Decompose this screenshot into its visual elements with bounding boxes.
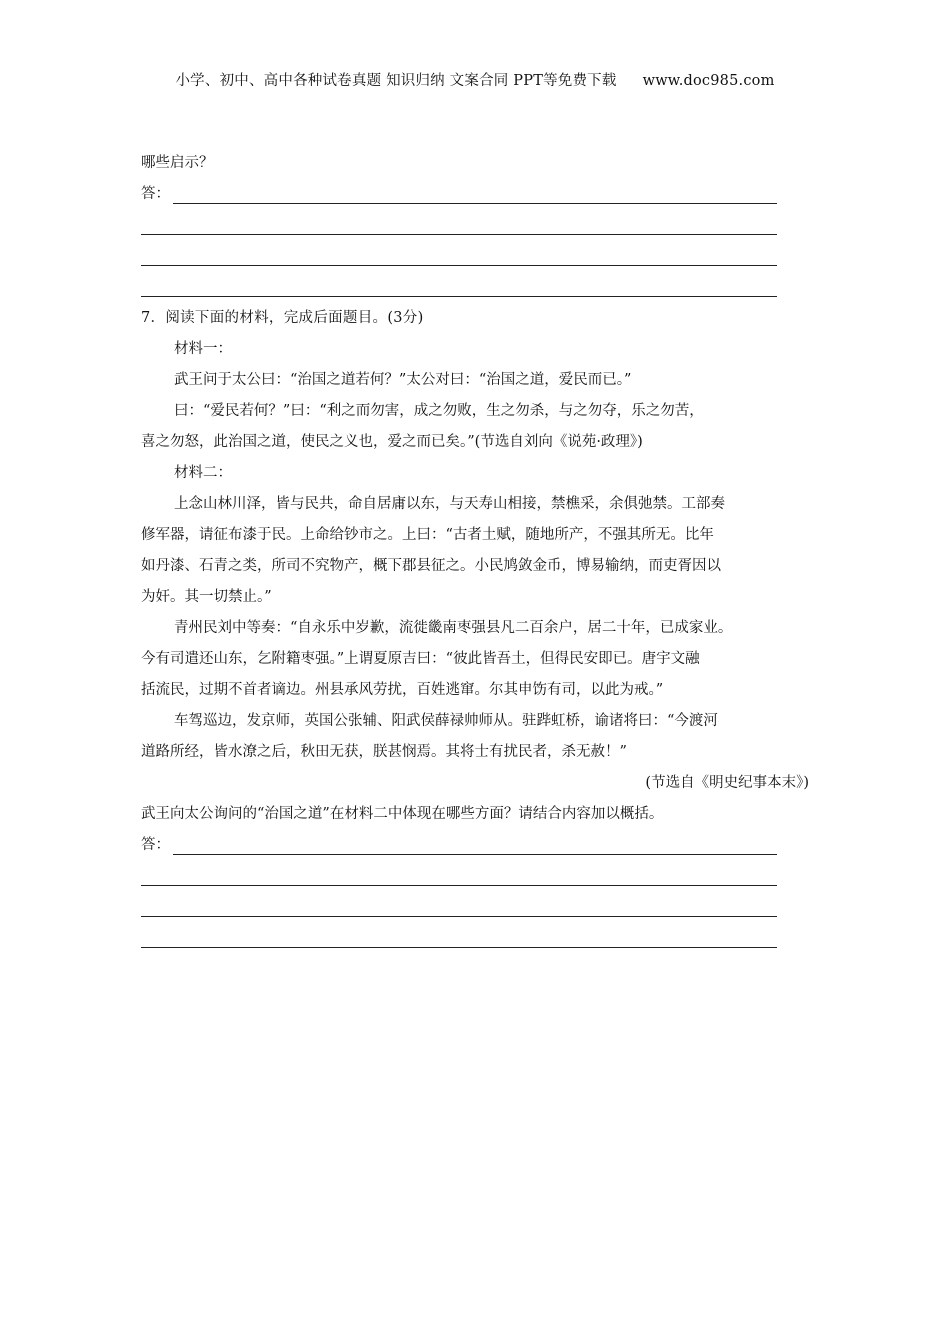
prev-answer-line-2 <box>141 210 809 241</box>
material-1-line: 武王问于太公曰：“治国之道若何？”太公对曰：“治国之道，爱民而已。” <box>174 372 632 388</box>
answer-rule <box>141 234 777 235</box>
document-body <box>141 148 809 954</box>
q7-answer-line-3 <box>141 892 809 923</box>
material-2-line: 车驾巡边，发京师，英国公张辅、阳武侯薛禄帅师从。驻跸虹桥，谕诸将曰：“今渡河 <box>174 713 718 729</box>
prev-question-tail: 哪些启示？ <box>141 155 214 171</box>
answer-rule <box>141 947 777 948</box>
material-2-line: 如丹漆、石青之类，所司不究物产，概下郡县征之。小民鸠敛金币，博易输纳，而吏胥因以 <box>141 558 721 574</box>
question-7-title: 7．阅读下面的材料，完成后面题目。(3分) <box>141 310 424 326</box>
header-text: 小学、初中、高中各种试卷真题 知识归纳 文案合同 PPT等免费下载 <box>175 73 617 89</box>
prev-answer-line-3 <box>141 241 809 272</box>
answer-rule <box>141 885 777 886</box>
q7-answer-line-4 <box>141 923 809 954</box>
material-2-line: 为奸。其一切禁止。” <box>141 589 272 605</box>
answer-label: 答： <box>141 837 170 853</box>
answer-rule <box>173 854 777 855</box>
answer-label: 答： <box>141 186 170 202</box>
material-2-line: 修军器，请征布漆于民。上命给钞市之。上曰：“古者土赋，随地所产，不强其所无。比年 <box>141 527 714 543</box>
answer-rule <box>141 916 777 917</box>
material-1-heading: 材料一： <box>174 341 232 357</box>
material-2-line: 括流民，过期不首者谪边。州县承风劳扰，百姓逃窜。尔其申饬有司，以此为戒。” <box>141 682 664 698</box>
q7-answer-line-1 <box>141 830 809 861</box>
answer-rule <box>141 296 777 297</box>
material-2-line: 道路所经，皆水潦之后，秋田无获，朕甚悯焉。其将士有扰民者，杀无赦！” <box>141 744 627 760</box>
question-7-prompt: 武王向太公询问的“治国之道”在材料二中体现在哪些方面？请结合内容加以概括。 <box>141 806 664 822</box>
material-2-source: (节选自《明史纪事本末》) <box>645 775 809 791</box>
material-2-line: 上念山林川泽，皆与民共，命自居庸以东，与天寿山相接，禁樵采，余俱弛禁。工部奏 <box>174 496 725 512</box>
material-2-heading: 材料二： <box>174 465 232 481</box>
answer-rule <box>141 265 777 266</box>
material-2-line: 今有司遣还山东，乞附籍枣强。”上谓夏原吉曰：“彼此皆吾土，但得民安即已。唐宇文融 <box>141 651 700 667</box>
prev-answer-line-4 <box>141 272 809 303</box>
material-1-line: 曰：“爱民若何？”曰：“利之而勿害，成之勿败，生之勿杀，与之勿夺，乐之勿苦， <box>174 403 704 419</box>
material-2-line: 青州民刘中等奏：“自永乐中岁歉，流徙畿南枣强县凡二百余户，居二十年，已成家业。 <box>174 620 733 636</box>
header-site: www.doc985.com <box>642 73 775 89</box>
prev-answer-line-1 <box>141 179 809 210</box>
page-header <box>0 69 950 90</box>
answer-rule <box>173 203 777 204</box>
material-1-line: 喜之勿怒，此治国之道，使民之义也，爱之而已矣。”(节选自刘向《说苑·政理》) <box>141 434 643 450</box>
q7-answer-line-2 <box>141 861 809 892</box>
